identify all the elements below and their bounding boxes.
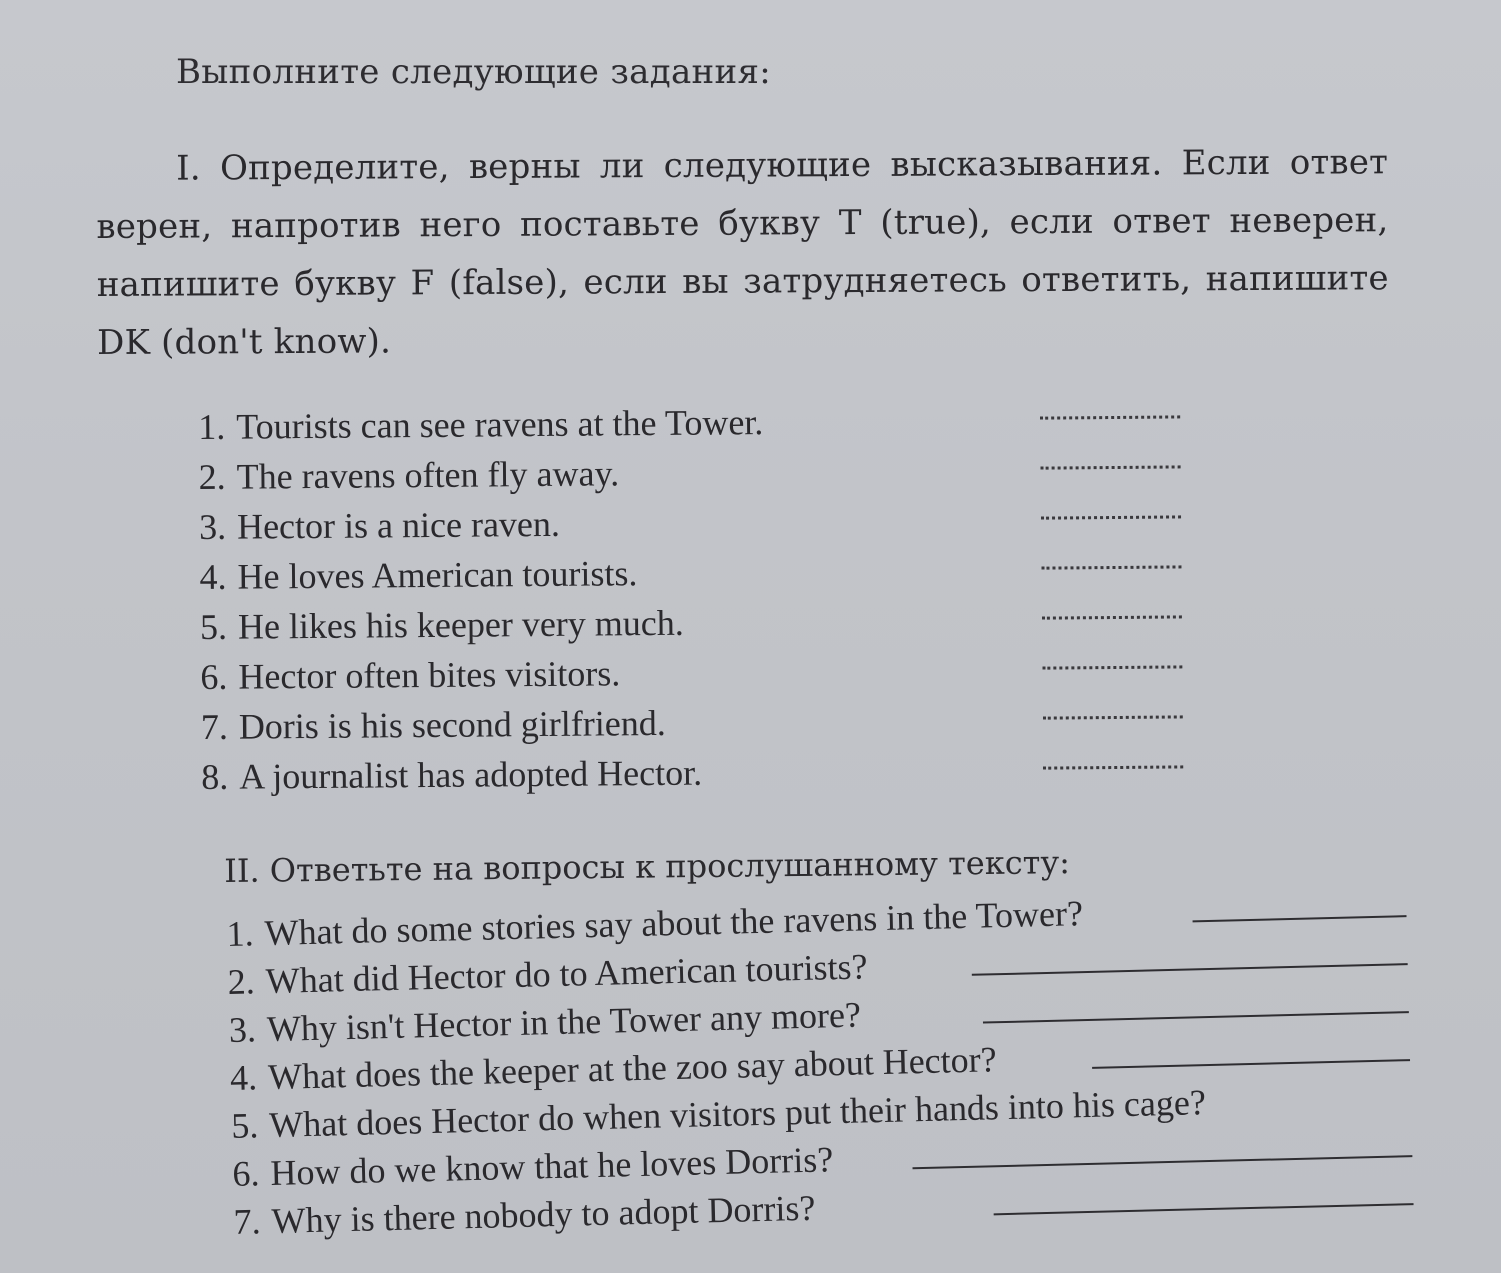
tf-item-text: A journalist has adopted Hector. bbox=[239, 752, 703, 797]
tf-item-text: Tourists can see ravens at the Tower. bbox=[236, 402, 764, 447]
question-number: 4. bbox=[229, 1057, 258, 1098]
question-text: How do we know that he loves Dorris? bbox=[269, 1139, 834, 1193]
tf-item-number: 6. bbox=[200, 656, 228, 697]
tf-item-number: 5. bbox=[199, 606, 228, 647]
tf-item bbox=[198, 443, 1188, 502]
answer-line[interactable] bbox=[912, 1155, 1412, 1169]
answer-blank[interactable] bbox=[1042, 665, 1182, 669]
tf-item bbox=[199, 493, 1189, 552]
tf-item-number: 3. bbox=[198, 506, 227, 547]
question-number: 3. bbox=[228, 1009, 257, 1050]
question-text: What does Hector do when visitors put their hands into his cage? bbox=[268, 1082, 1207, 1146]
tf-item-text: He likes his keeper very much. bbox=[237, 602, 684, 647]
question-number: 1. bbox=[226, 913, 255, 954]
tf-item bbox=[201, 693, 1191, 752]
true-false-list bbox=[198, 393, 1191, 802]
tf-item-text: He loves American tourists. bbox=[237, 553, 638, 597]
answer-blank[interactable] bbox=[1041, 515, 1181, 519]
answer-blank[interactable] bbox=[1043, 765, 1183, 769]
page-heading: Выполните следующие задания: bbox=[176, 52, 771, 92]
section2-title: II. Ответьте на вопросы к прослушанному тексту: bbox=[224, 843, 1071, 890]
answer-line[interactable] bbox=[983, 1011, 1409, 1023]
answer-blank[interactable] bbox=[1041, 465, 1181, 469]
tf-item-number: 1. bbox=[198, 406, 226, 447]
tf-item-number: 2. bbox=[198, 456, 226, 497]
answer-line[interactable] bbox=[972, 963, 1408, 976]
tf-item bbox=[201, 743, 1191, 802]
tf-item-number: 4. bbox=[199, 556, 227, 597]
question-text: What does the keeper at the zoo say about Hector? bbox=[267, 1039, 998, 1098]
tf-item bbox=[200, 593, 1190, 652]
answer-line[interactable] bbox=[1092, 1059, 1410, 1069]
tf-item-text: Hector is a nice raven. bbox=[236, 503, 561, 547]
section1-instruction: I. Определите, верны ли следующие высказывания. Если ответ верен, напротив него поставьте букву T (true), если ответ неверен, напишите букву F (false), если вы затрудняетесь ответить, напишите DK (don't know). bbox=[96, 142, 1389, 363]
question-number: 6. bbox=[231, 1153, 260, 1194]
answer-line[interactable] bbox=[994, 1203, 1414, 1215]
tf-item bbox=[198, 393, 1188, 452]
answer-blank[interactable] bbox=[1040, 415, 1180, 419]
answer-blank[interactable] bbox=[1041, 565, 1181, 569]
tf-item bbox=[200, 643, 1190, 702]
tf-item-text: Hector often bites visitors. bbox=[238, 653, 621, 697]
question-text: Why is there nobody to adopt Dorris? bbox=[271, 1187, 816, 1241]
question-text: What did Hector do to American tourists? bbox=[265, 946, 868, 1002]
tf-item-number: 7. bbox=[200, 706, 229, 747]
tf-item-text: The ravens often fly away. bbox=[236, 453, 620, 497]
tf-item bbox=[199, 543, 1189, 602]
answer-blank[interactable] bbox=[1043, 715, 1183, 719]
question-number: 5. bbox=[230, 1105, 259, 1146]
answer-blank[interactable] bbox=[1042, 615, 1182, 619]
question-text: Why isn't Hector in the Tower any more? bbox=[266, 994, 862, 1050]
question-number: 7. bbox=[233, 1201, 262, 1242]
tf-item-number: 8. bbox=[201, 756, 229, 797]
tf-item-text: Doris is his second girlfriend. bbox=[238, 702, 666, 747]
question-text: What do some stories say about the ravens in the Tower? bbox=[264, 893, 1084, 954]
answer-line[interactable] bbox=[1193, 915, 1407, 922]
question-list bbox=[226, 881, 1414, 1246]
question-number: 2. bbox=[227, 961, 256, 1002]
